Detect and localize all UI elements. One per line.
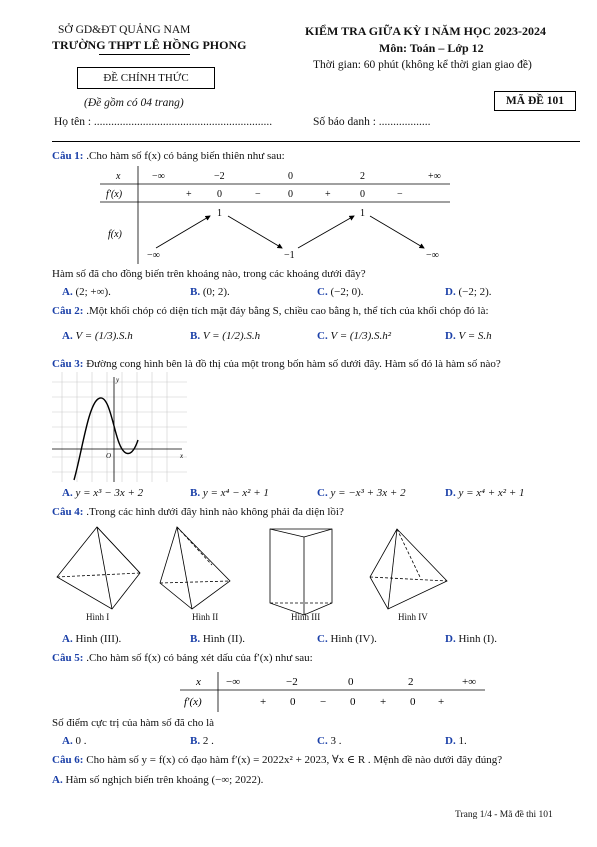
q5-sign-6: + [438, 696, 445, 708]
q1-x-1: −2 [214, 171, 225, 182]
q2-stem [52, 305, 489, 317]
q1-x-3: 2 [360, 171, 365, 182]
q1-sign-6: − [397, 189, 403, 200]
q4-options [0, 633, 597, 647]
q3-number: Câu 3: [52, 358, 84, 370]
q5-option-b[interactable]: B. 2 . [190, 735, 214, 747]
q1-sign-3: 0 [288, 189, 293, 200]
q6-stem [52, 753, 502, 766]
q2-text: .Một khối chóp có diện tích mặt đáy bằng S, chiều cao bằng h, thể tích của khối chóp đó là: [86, 305, 489, 317]
q1-option-c[interactable]: C. (−2; 0). [317, 286, 364, 298]
q2-options [0, 330, 597, 346]
q5-sign-1: 0 [290, 696, 296, 708]
q3-grid [52, 372, 187, 482]
q6-option-a[interactable]: A. Hàm số nghịch biến trên khoảng (−∞; 2022). [52, 774, 264, 786]
q5-sign-3: 0 [350, 696, 356, 708]
figure-3 [270, 529, 332, 615]
q1-f-0: −∞ [147, 250, 160, 261]
name-field: Họ tên : .............................................................. [54, 116, 273, 128]
q5-x-0: −∞ [226, 676, 241, 688]
exam-code-box: MÃ ĐỀ 101 [494, 91, 576, 111]
q3-graph [52, 372, 187, 482]
q4-text: .Trong các hình dưới đây hình nào không phải đa diện lồi? [86, 506, 344, 518]
q4-option-d[interactable]: D. Hình (I). [445, 633, 497, 645]
q1-sign-2: − [255, 189, 261, 200]
q1-option-a[interactable]: A. (2; +∞). [62, 286, 111, 298]
school-name: TRƯỜNG THPT LÊ HỒNG PHONG [52, 38, 247, 52]
q5-row-fp-label: f′(x) [184, 696, 202, 708]
q4-number: Câu 4: [52, 506, 84, 518]
q3-curve [74, 398, 138, 480]
school-underline [99, 54, 190, 55]
pages-note: (Đề gồm có 04 trang) [84, 97, 184, 109]
q1-variation-table [100, 166, 452, 264]
q3-option-b[interactable]: B. y = x⁴ − x² + 1 [190, 487, 269, 499]
q1-row-f-label: f(x) [108, 229, 122, 240]
q1-x-2: 0 [288, 171, 293, 182]
q4-option-b[interactable]: B. Hình (II). [190, 633, 245, 645]
q1-sign-4: + [325, 189, 331, 200]
q5-options [0, 735, 597, 749]
q3-text: Đường cong hình bên là đồ thị của một trong bốn hàm số dưới đây. Hàm số đó là hàm số nào? [86, 358, 501, 370]
q1-row-x-label: x [116, 171, 121, 182]
q4-stem [52, 506, 344, 518]
q1-options [0, 286, 597, 300]
q1-sign-0: + [186, 189, 192, 200]
subject-line: Môn: Toán – Lớp 12 [379, 41, 484, 55]
time-line: Thời gian: 60 phút (không kể thời gian giao đề) [313, 59, 532, 71]
q1-option-d[interactable]: D. (−2; 2). [445, 286, 492, 298]
official-stamp: ĐỀ CHÍNH THỨC [77, 67, 215, 89]
q5-option-c[interactable]: C. 3 . [317, 735, 342, 747]
q2-option-c[interactable]: C. V = (1/3).S.h² [317, 330, 392, 342]
q1-prompt: Hàm số đã cho đồng biến trên khoảng nào, trong các khoảng dưới đây? [52, 268, 366, 280]
q3-x-label: x [180, 452, 184, 460]
q5-option-a[interactable]: A. 0 . [62, 735, 87, 747]
figure-4-label: Hình IV [398, 612, 428, 622]
q1-f-3: 1 [360, 208, 365, 219]
figure-2 [160, 527, 230, 609]
q1-stem [52, 150, 285, 162]
q5-x-3: 2 [408, 676, 414, 688]
q2-option-b[interactable]: B. V = (1/2).S.h [190, 330, 261, 342]
header-rule [52, 141, 580, 142]
q1-text: .Cho hàm số f(x) có bảng biến thiên như sau: [86, 150, 285, 162]
q5-option-d[interactable]: D. 1. [445, 735, 467, 747]
page-footer: Trang 1/4 - Mã đề thi 101 [455, 810, 553, 820]
q5-stem [52, 652, 313, 664]
q3-option-d[interactable]: D. y = x⁴ + x² + 1 [445, 487, 525, 499]
q5-x-2: 0 [348, 676, 354, 688]
q5-sign-0: + [260, 696, 267, 708]
q6-option-a-text: Hàm số nghịch biến trên khoảng (−∞; 2022). [65, 774, 264, 786]
q3-stem [52, 358, 501, 370]
q1-f-4: −∞ [426, 250, 439, 261]
q6-text: Cho hàm số y = f(x) có đạo hàm f′(x) = 2022x² + 2023, ∀x ∈ R . Mệnh đề nào dưới đây đúng? [86, 754, 503, 766]
figure-2-label: Hình II [192, 612, 219, 622]
dept-name: SỞ GD&ĐT QUẢNG NAM [58, 24, 191, 36]
q2-option-d[interactable]: D. V = S.h [445, 330, 492, 342]
q1-sign-5: 0 [360, 189, 365, 200]
q5-sign-table [180, 672, 490, 714]
q5-text: .Cho hàm số f(x) có bảng xét dấu của f′(x) như sau: [86, 652, 313, 664]
figure-3-label: Hình III [291, 612, 321, 622]
q1-x-4: +∞ [428, 171, 441, 182]
q3-option-a[interactable]: A. y = x³ − 3x + 2 [62, 487, 144, 499]
q5-sign-5: 0 [410, 696, 416, 708]
q1-option-b[interactable]: B. (0; 2). [190, 286, 230, 298]
exam-title: KIỂM TRA GIỮA KỲ I NĂM HỌC 2023-2024 [305, 24, 547, 38]
q1-f-2: −1 [284, 250, 295, 261]
sbd-field: Số báo danh : .................. [313, 116, 431, 128]
q4-option-a[interactable]: A. Hình (III). [62, 633, 122, 645]
q5-sign-2: − [320, 696, 327, 708]
q1-x-0: −∞ [152, 171, 165, 182]
figure-4 [370, 529, 447, 609]
q5-prompt: Số điểm cực trị của hàm số đã cho là [52, 717, 215, 729]
q5-row-x-label: x [196, 676, 201, 688]
figure-1-label: Hình I [86, 612, 110, 622]
q6-number: Câu 6: [52, 754, 84, 766]
q5-sign-4: + [380, 696, 387, 708]
q1-number: Câu 1: [52, 150, 84, 162]
q1-f-1: 1 [217, 208, 222, 219]
q1-row-fp-label: f′(x) [106, 189, 123, 200]
q5-x-1: −2 [286, 676, 298, 688]
q4-option-c[interactable]: C. Hình (IV). [317, 633, 377, 645]
q1-sign-1: 0 [217, 189, 222, 200]
q2-number: Câu 2: [52, 305, 84, 317]
q3-option-c[interactable]: C. y = −x³ + 3x + 2 [317, 487, 406, 499]
q3-y-label: y [116, 376, 120, 384]
q2-option-a[interactable]: A. V = (1/3).S.h [62, 330, 133, 342]
q4-figures [52, 525, 462, 625]
figure-1 [57, 527, 140, 609]
q5-x-4: +∞ [462, 676, 477, 688]
q3-options [0, 487, 597, 501]
q3-origin-label: O [106, 452, 112, 460]
q5-number: Câu 5: [52, 652, 84, 664]
